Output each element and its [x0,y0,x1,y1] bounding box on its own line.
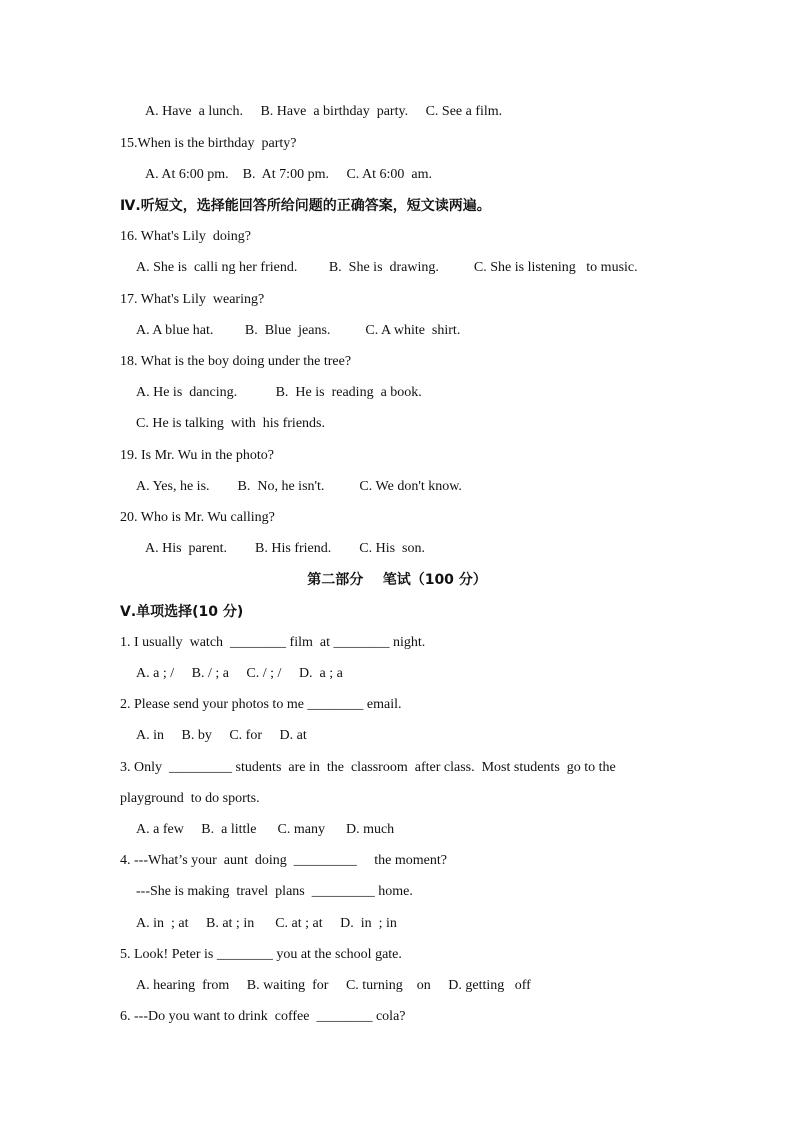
q18-options-ab: A. He is dancing. B. He is reading a book. [136,385,422,400]
q3-options: A. a few B. a little C. many D. much [136,822,395,837]
q1-options: A. a ; / B. / ; a C. / ; / D. a ; a [136,666,343,681]
q18-option-c: C. He is talking with his friends. [136,416,325,431]
q17-question: 17. What's Lily wearing? [120,292,265,307]
section-iv-heading: Ⅳ.听短文，选择能回答所给问题的正确答案，短文读两遍。 [120,198,491,214]
q15-options: A. At 6:00 pm. B. At 7:00 pm. C. At 6:00 am. [145,167,433,182]
q6-question: 6. ---Do you want to drink coffee ________ cola? [120,1009,406,1024]
q19-question: 19. Is Mr. Wu in the photo? [120,448,274,463]
q4-question: 4. ---What’s your aunt doing _________ the moment? [120,853,447,868]
q2-question: 2. Please send your photos to me ________ email. [120,697,402,712]
q20-options: A. His parent. B. His friend. C. His son. [145,541,425,556]
q16-options: A. She is calli ng her friend. B. She is drawing. C. She is listening to music. [136,260,638,275]
q19-options: A. Yes, he is. B. No, he isn't. C. We don't know. [136,479,462,494]
q2-options: A. in B. by C. for D. at [136,728,307,743]
section-v-heading: Ⅴ.单项选择(10 分) [120,604,244,620]
q4-question-cont: ---She is making travel plans _________ home. [136,884,413,899]
q3-question-cont: playground to do sports. [120,791,260,806]
q3-question: 3. Only _________ students are in the classroom after class. Most students go to the [120,760,616,775]
q5-options: A. hearing from B. waiting for C. turning on D. getting off [136,978,531,993]
q17-options: A. A blue hat. B. Blue jeans. C. A white shirt. [136,323,461,338]
q15-question: 15.When is the birthday party? [120,136,297,151]
q16-question: 16. What's Lily doing? [120,229,251,244]
part-two-title-text: 第二部分 笔试（100 分） [307,572,487,588]
q20-question: 20. Who is Mr. Wu calling? [120,510,275,525]
q5-question: 5. Look! Peter is ________ you at the school gate. [120,947,402,962]
q14-options: A. Have a lunch. B. Have a birthday party. C. See a film. [145,104,503,119]
q4-options: A. in ; at B. at ; in C. at ; at D. in ; in [136,916,397,931]
q18-question: 18. What is the boy doing under the tree? [120,354,352,369]
q1-question: 1. I usually watch ________ film at ________ night. [120,635,426,650]
part-two-title [0,571,794,590]
